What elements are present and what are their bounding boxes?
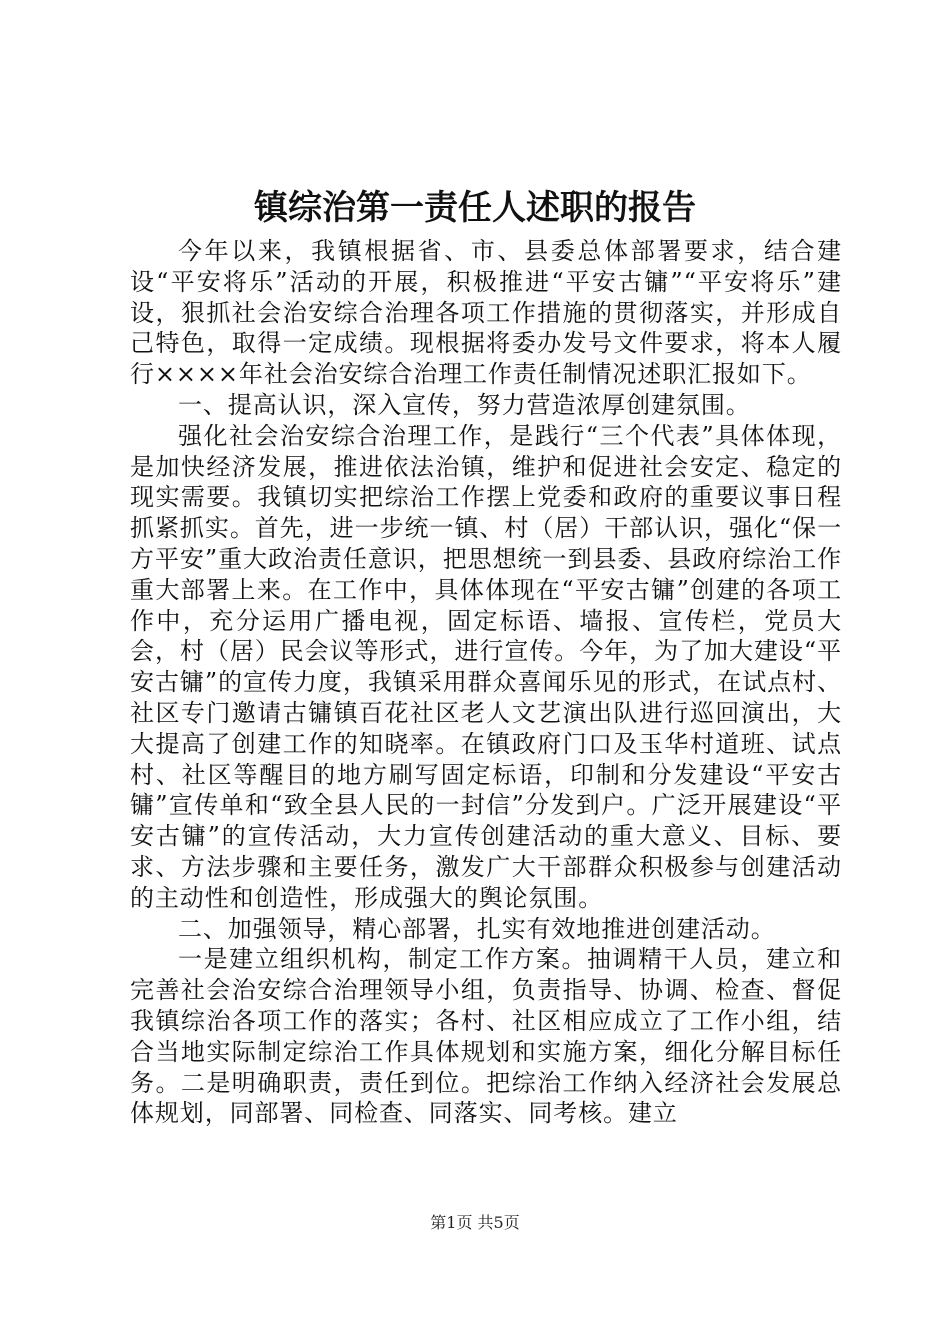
- page-footer: 第1页 共5页: [430, 1213, 520, 1232]
- paragraph-section-2: 一是建立组织机构，制定工作方案。抽调精干人员，建立和完善社会治安综合治理领导小组，负责指导、协调、检查、督促我镇综治各项工作的落实；各村、社区相应成立了工作小组，结合当地实际制定综治工作具体规划和实施方案，细化分解目标任务。二是明确职责，责任到位。把综治工作纳入经济社会发展总体规划，同部署、同检查、同落实、同考核。建立: [130, 945, 842, 1128]
- section-heading-2: 二、加强领导，精心部署，扎实有效地推进创建活动。: [178, 914, 776, 943]
- section-heading-1: 一、提高认识，深入宣传，努力营造浓厚创建氛围。: [178, 390, 751, 419]
- document-body: [130, 236, 842, 1129]
- paragraph-section-1: 强化社会治安综合治理工作，是践行“三个代表”具体体现，是加快经济发展，推进依法治镇，维护和促进社会安定、稳定的现实需要。我镇切实把综治工作摆上党委和政府的重要议事日程抓紧抓实。首先，进一步统一镇、村（居）干部认识，强化“保一方平安”重大政治责任意识，把思想统一到县委、县政府综治工作重大部署上来。在工作中，具体体现在“平安古镛”创建的各项工作中，充分运用广播电视，固定标语、墙报、宣传栏，党员大会，村（居）民会议等形式，进行宣传。今年，为了加大建设“平安古镛”的宣传力度，我镇采用群众喜闻乐见的形式，在试点村、社区专门邀请古镛镇百花社区老人文艺演出队进行巡回演出，大大提高了创建工作的知晓率。在镇政府门口及玉华村道班、试点村、社区等醒目的地方刷写固定标语，印制和分发建设“平安古镛”宣传单和“致全县人民的一封信”分发到户。广泛开展建设“平安古镛”的宣传活动，大力宣传创建活动的重大意义、目标、要求、方法步骤和主要任务，激发广大干部群众积极参与创建活动的主动性和创造性，形成强大的舆论氛围。: [130, 421, 842, 912]
- document-title: 镇综治第一责任人述职的报告: [254, 188, 696, 228]
- paragraph-intro: 今年以来，我镇根据省、市、县委总体部署要求，结合建设“平安将乐”活动的开展，积极推进“平安古镛”“平安将乐”建设，狠抓社会治安综合治理各项工作措施的贯彻落实，并形成自己特色，取得一定成绩。现根据将委办发号文件要求，将本人履行××××年社会治安综合治理工作责任制情况述职汇报如下。: [130, 237, 842, 389]
